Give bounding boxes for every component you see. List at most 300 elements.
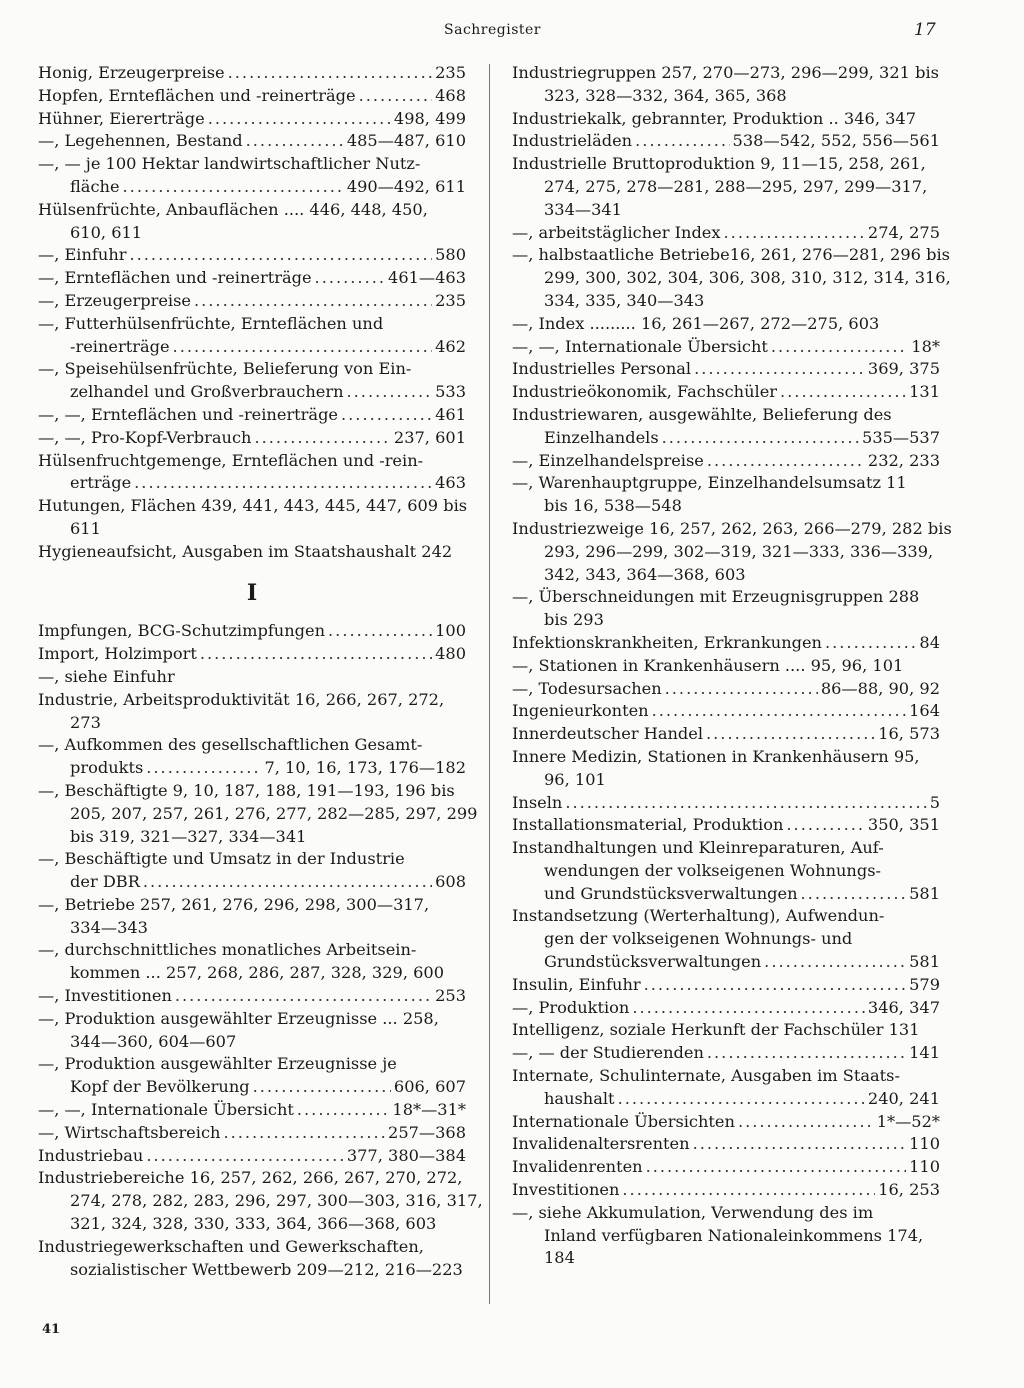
entry-text: —, Futterhülsenfrüchte, Ernteflächen und [38, 313, 384, 333]
entry-text: 334, 335, 340—343 [544, 290, 705, 310]
entry-text: Invalidenrenten [512, 1157, 643, 1177]
entry-text: —, — je 100 Hektar landwirtschaftlicher Nutz- [38, 154, 421, 174]
entry-text: 321, 324, 328, 330, 333, 364, 366—368, 603 [70, 1214, 437, 1234]
dot-leader [315, 267, 385, 290]
page-reference: 369, 375 [867, 359, 940, 379]
index-entry [38, 450, 466, 496]
index-entry [512, 404, 940, 450]
entry-line [512, 1179, 940, 1202]
entry-line [38, 939, 466, 962]
entry-line [38, 267, 466, 290]
index-entry [512, 1202, 940, 1270]
entry-text: Internationale Übersichten [512, 1111, 735, 1131]
entry-continuation-line [38, 757, 466, 780]
entry-text: —, Beschäftigte 9, 10, 187, 188, 191—193, 196 bis [38, 780, 455, 800]
entry-text: Hühner, Eiererträge [38, 108, 205, 128]
dot-leader [693, 1133, 907, 1156]
entry-line [38, 848, 466, 871]
index-entry [38, 1236, 466, 1282]
entry-text: —, Wirtschaftsbereich [38, 1122, 221, 1142]
entry-line [38, 290, 466, 313]
entry-line [512, 1042, 940, 1065]
entry-text: —, —, Internationale Übersicht [38, 1100, 294, 1120]
entry-line [38, 734, 466, 757]
entry-text: —, Ernteflächen und -reinerträge [38, 268, 312, 288]
entry-text: Inseln [512, 792, 563, 812]
entry-line [512, 1133, 940, 1156]
entry-text: Ingenieurkonten [512, 701, 649, 721]
dot-leader [764, 951, 906, 974]
entry-text: Instandsetzung (Werterhaltung), Aufwendun- [512, 906, 885, 926]
index-entry [512, 655, 940, 678]
entry-line [38, 780, 466, 803]
entry-line [38, 62, 466, 85]
entry-line [38, 130, 466, 153]
dot-leader [134, 472, 432, 495]
dot-leader [652, 700, 906, 723]
index-entry [512, 108, 940, 131]
entry-line [512, 700, 940, 723]
index-entry [38, 1122, 466, 1145]
index-entry [512, 974, 940, 997]
index-entry [512, 723, 940, 746]
entry-line [512, 1111, 940, 1134]
entry-continuation-line [38, 472, 466, 495]
entry-line [512, 404, 940, 427]
entry-continuation-line [38, 518, 466, 541]
dot-leader [635, 130, 729, 153]
page-reference: 485—487, 610 [346, 131, 466, 151]
entry-continuation-line [38, 1190, 483, 1213]
entry-text: —, siehe Einfuhr [38, 666, 175, 686]
entry-line [38, 358, 466, 381]
index-entry [38, 130, 466, 153]
entry-text: 184 [544, 1248, 575, 1268]
dot-leader [175, 985, 432, 1008]
entry-line [512, 905, 940, 928]
index-entry [38, 153, 466, 199]
index-entry [38, 495, 466, 541]
page-reference: 468 [435, 85, 466, 105]
dot-leader [200, 643, 432, 666]
index-entry [512, 336, 940, 359]
dot-leader [328, 620, 432, 643]
entry-line [512, 313, 940, 336]
index-entry [512, 1156, 940, 1179]
page-reference: 538—542, 552, 556—561 [732, 131, 940, 151]
dot-leader [146, 1145, 343, 1168]
entry-continuation-line [512, 176, 940, 199]
entry-continuation-line [38, 222, 466, 245]
dot-leader [297, 1099, 390, 1122]
page-reference: 498, 499 [393, 108, 466, 128]
page-reference: 253 [435, 986, 466, 1006]
entry-text: Industrieökonomik, Fachschüler [512, 382, 778, 402]
page-reference: 608 [435, 872, 466, 892]
entry-text: —, Produktion [512, 997, 630, 1017]
dot-leader [707, 450, 865, 473]
entry-continuation-line [512, 267, 951, 290]
entry-text: —, halbstaatliche Betriebe16, 261, 276—281, 296 bis [512, 245, 950, 265]
entry-line [512, 1156, 940, 1179]
entry-line [512, 358, 940, 381]
dot-leader [618, 1088, 865, 1111]
entry-line [38, 495, 466, 518]
entry-text: -reinerträge [70, 336, 170, 356]
entry-text: Investitionen [512, 1180, 620, 1200]
page-reference: 606, 607 [393, 1077, 466, 1097]
index-entry [512, 632, 940, 655]
entry-text: bis 319, 321—327, 334—341 [70, 826, 307, 846]
dot-leader [347, 381, 433, 404]
entry-text: —, Produktion ausgewählter Erzeugnisse je [38, 1054, 397, 1074]
dot-leader [646, 1156, 907, 1179]
dot-leader [738, 1111, 874, 1134]
entry-text: Impfungen, BCG-Schutzimpfungen [38, 621, 326, 641]
entry-text: 274, 275, 278—281, 288—295, 297, 299—317, [544, 176, 928, 196]
entry-continuation-line [38, 176, 466, 199]
entry-text: Industriewaren, ausgewählte, Belieferung des [512, 404, 892, 424]
entry-line [512, 837, 940, 860]
entry-continuation-line [512, 495, 940, 518]
entry-line [38, 620, 466, 643]
index-entry [38, 734, 466, 780]
index-entry [38, 313, 466, 359]
entry-line [38, 244, 466, 267]
entry-text: 323, 328—332, 364, 365, 368 [544, 85, 787, 105]
entry-text: Innerdeutscher Handel [512, 724, 704, 744]
entry-continuation-line [512, 769, 940, 792]
index-entry [512, 746, 940, 792]
index-entry [512, 222, 940, 245]
page-reference: 480 [435, 644, 466, 664]
entry-line [512, 518, 952, 541]
entry-continuation-line [38, 1076, 466, 1099]
index-block-i [38, 620, 483, 1281]
entry-line [38, 541, 466, 564]
entry-text: Internate, Schulinternate, Ausgaben im Staats- [512, 1066, 900, 1086]
entry-line [38, 666, 466, 689]
left-column [38, 62, 483, 1281]
page-reference: 18*—31* [392, 1100, 466, 1120]
index-entry [38, 85, 466, 108]
page-reference: 535—537 [862, 427, 940, 447]
entry-text: —, durchschnittliches monatliches Arbeitsein- [38, 940, 417, 960]
entry-continuation-line [512, 85, 940, 108]
entry-continuation-line [512, 199, 940, 222]
entry-text: —, Betriebe 257, 261, 276, 296, 298, 300—317, [38, 894, 430, 914]
index-entry [512, 1111, 940, 1134]
entry-continuation-line [512, 609, 940, 632]
entry-line [38, 450, 466, 473]
index-entry [512, 997, 940, 1020]
page-reference: 84 [919, 632, 940, 652]
entry-continuation-line [512, 290, 940, 313]
entry-text: —, Legehennen, Bestand [38, 131, 243, 151]
index-entry [512, 1065, 940, 1111]
entry-text: Industrieläden [512, 131, 633, 151]
entry-text: Industriegruppen 257, 270—273, 296—299, 321 bis [512, 63, 939, 82]
dot-leader [780, 381, 906, 404]
entry-text: der DBR [70, 872, 140, 892]
page-reference: 490—492, 611 [346, 176, 466, 196]
entry-line [512, 108, 940, 131]
entry-continuation-line [38, 871, 466, 894]
entry-text: —, —, Pro-Kopf-Verbrauch [38, 427, 252, 447]
page-reference: 164 [909, 701, 940, 721]
entry-text: 610, 611 [70, 222, 143, 242]
entry-continuation-line [38, 1259, 466, 1282]
page-reference: 5 [929, 792, 940, 812]
page-reference: 533 [435, 382, 466, 402]
right-column [512, 62, 952, 1270]
dot-leader [771, 336, 908, 359]
index-entry [38, 1008, 466, 1054]
page-reference: 235 [435, 290, 466, 310]
entry-line [512, 1065, 940, 1088]
index-entry [38, 643, 466, 666]
entry-continuation-line [512, 541, 940, 564]
index-entry [512, 1042, 940, 1065]
page-number: 17 [914, 20, 936, 40]
entry-text: —, Produktion ausgewählter Erzeugnisse ... 258, [38, 1008, 439, 1028]
index-entry [38, 939, 466, 985]
entry-continuation-line [38, 1031, 466, 1054]
index-entry [38, 427, 466, 450]
entry-text: 611 [70, 518, 101, 538]
dot-leader [622, 1179, 875, 1202]
dot-leader [246, 130, 344, 153]
dot-leader [786, 814, 865, 837]
index-entry [38, 1053, 466, 1099]
page-reference: 377, 380—384 [346, 1145, 466, 1165]
index-entry [512, 1133, 940, 1156]
dot-leader [129, 244, 432, 267]
entry-line [512, 381, 940, 404]
index-entry [38, 1167, 483, 1235]
running-head [0, 22, 1024, 42]
index-entry [38, 894, 466, 940]
entry-text: Hülsenfruchtgemenge, Ernteflächen und -rein- [38, 450, 424, 470]
entry-line [512, 1019, 940, 1042]
entry-continuation-line [512, 860, 940, 883]
entry-text: zelhandel und Großverbrauchern [70, 382, 344, 402]
entry-text: Inland verfügbaren Nationaleinkommens 174, [544, 1225, 924, 1245]
index-entry [38, 541, 466, 564]
entry-line [38, 85, 466, 108]
entry-line [512, 632, 940, 655]
entry-text: —, Einzelhandelspreise [512, 450, 704, 470]
page-reference: 131 [909, 382, 940, 402]
dot-leader [724, 222, 865, 245]
index-entry [512, 358, 940, 381]
entry-line [38, 427, 466, 450]
entry-text: Hygieneaufsicht, Ausgaben im Staatshaushalt 242 [38, 541, 453, 561]
entry-text: 274, 278, 282, 283, 296, 297, 300—303, 316, 317, [70, 1191, 483, 1211]
entry-text: —, Stationen in Krankenhäusern .... 95, 96, 101 [512, 655, 904, 675]
page-reference: 461 [435, 404, 466, 424]
page-reference: 110 [909, 1134, 940, 1154]
running-title: Sachregister [444, 22, 541, 38]
entry-text: —, Erzeugerpreise [38, 290, 191, 310]
entry-text: bis 293 [544, 610, 604, 630]
entry-line [38, 1236, 466, 1259]
entry-text: Infektionskrankheiten, Erkrankungen [512, 632, 822, 652]
index-entry [512, 381, 940, 404]
dot-leader [706, 723, 875, 746]
index-entry [38, 290, 466, 313]
entry-text: 334—341 [544, 199, 622, 219]
index-entry [512, 450, 940, 473]
dot-leader [173, 336, 433, 359]
index-entry [512, 518, 952, 586]
index-entry [512, 62, 940, 108]
entry-line [38, 1008, 466, 1031]
index-entry [38, 62, 466, 85]
entry-line [38, 153, 466, 176]
page-reference: 100 [435, 621, 466, 641]
entry-line [512, 222, 940, 245]
entry-line [512, 244, 950, 267]
entry-line [512, 130, 940, 153]
page-reference: 16, 573 [878, 724, 940, 744]
page-reference: 235 [435, 63, 466, 82]
entry-continuation-line [512, 1225, 940, 1248]
page-reference: 581 [909, 952, 940, 972]
page-reference: 581 [909, 883, 940, 903]
entry-text: —, —, Ernteflächen und -reinerträge [38, 404, 339, 424]
entry-continuation-line [512, 1247, 940, 1270]
index-entry [512, 130, 940, 153]
page-reference: 580 [435, 245, 466, 265]
entry-continuation-line [38, 336, 466, 359]
page-reference: 110 [909, 1157, 940, 1177]
dot-leader [801, 883, 907, 906]
dot-leader [253, 1076, 391, 1099]
index-entry [512, 586, 940, 632]
entry-line [38, 108, 466, 131]
entry-continuation-line [512, 928, 940, 951]
index-entry [512, 313, 940, 336]
entry-text: —, Index ......... 16, 261—267, 272—275, 603 [512, 313, 880, 333]
index-entry [38, 404, 466, 427]
index-entry [512, 678, 940, 701]
entry-line [512, 336, 940, 359]
entry-line [38, 689, 466, 712]
entry-text: Industriebereiche 16, 257, 262, 266, 267, 270, 272, [38, 1168, 463, 1188]
entry-continuation-line [512, 427, 940, 450]
entry-text: Industrie, Arbeitsproduktivität 16, 266, 267, 272, [38, 689, 445, 709]
entry-text: —, Warenhauptgruppe, Einzelhandelsumsatz 11 [512, 473, 907, 493]
index-entry [38, 985, 466, 1008]
entry-text: 342, 343, 364—368, 603 [544, 564, 746, 584]
entry-line [512, 1202, 940, 1225]
index-entry [38, 199, 466, 245]
page-reference: 16, 253 [878, 1180, 940, 1200]
index-entry [512, 472, 940, 518]
entry-text: —, Beschäftigte und Umsatz in der Industrie [38, 849, 405, 869]
entry-text: gen der volkseigenen Wohnungs- und [544, 929, 853, 949]
print-signature: 41 [42, 1322, 61, 1337]
entry-continuation-line [38, 826, 466, 849]
page-reference: 237, 601 [393, 427, 466, 447]
index-entry [38, 358, 466, 404]
entry-line [512, 153, 940, 176]
entry-text: Insulin, Einfuhr [512, 974, 641, 994]
entry-text: Industriekalk, gebrannter, Produktion .. 346, 347 [512, 108, 917, 128]
index-entry [38, 666, 466, 689]
entry-line [38, 1053, 466, 1076]
dot-leader [143, 871, 432, 894]
entry-text: —, Einfuhr [38, 245, 127, 265]
dot-leader [146, 757, 261, 780]
entry-text: Grundstücksverwaltungen [544, 952, 762, 972]
entry-text: Industriebau [38, 1145, 144, 1165]
index-entry [512, 905, 940, 973]
entry-line [512, 792, 940, 815]
entry-text: haushalt [544, 1088, 615, 1108]
entry-text: Einzelhandels [544, 427, 659, 447]
entry-line [512, 62, 940, 85]
index-entry [512, 814, 940, 837]
index-entry [512, 244, 951, 312]
entry-line [38, 1167, 466, 1190]
entry-text: Import, Holzimport [38, 644, 197, 664]
entry-line [38, 1099, 466, 1122]
index-entry [512, 1179, 940, 1202]
dot-leader [341, 404, 432, 427]
entry-line [38, 894, 466, 917]
entry-text: Instandhaltungen und Kleinreparaturen, Auf- [512, 838, 884, 858]
entry-text: Hülsenfrüchte, Anbauflächen .... 446, 448, 450, [38, 199, 428, 219]
entry-line [38, 643, 466, 666]
index-entry [38, 1099, 466, 1122]
entry-text: fläche [70, 176, 120, 196]
dot-leader [662, 427, 859, 450]
entry-text: kommen ... 257, 268, 286, 287, 328, 329, 600 [70, 963, 445, 983]
entry-text: —, Aufkommen des gesellschaftlichen Gesamt- [38, 735, 423, 755]
entry-text: bis 16, 538—548 [544, 496, 682, 516]
dot-leader [644, 974, 906, 997]
entry-continuation-line [38, 803, 478, 826]
index-block-i-continued [512, 62, 952, 1270]
index-entry [512, 792, 940, 815]
entry-text: —, — der Studierenden [512, 1043, 704, 1063]
entry-text: Invalidenaltersrenten [512, 1134, 690, 1154]
entry-continuation-line [38, 1213, 466, 1236]
entry-continuation-line [512, 951, 940, 974]
entry-text: Hutungen, Flächen 439, 441, 443, 445, 447, 609 bis [38, 496, 468, 516]
dot-leader [565, 792, 926, 815]
page-reference: 7, 10, 16, 173, 176—182 [264, 758, 466, 778]
column-divider [489, 64, 490, 1304]
dot-leader [208, 108, 391, 131]
entry-text: 96, 101 [544, 769, 606, 789]
entry-continuation-line [38, 962, 466, 985]
entry-line [512, 997, 940, 1020]
entry-line [512, 723, 940, 746]
entry-continuation-line [512, 564, 940, 587]
entry-line [38, 313, 466, 336]
index-entry [512, 153, 940, 221]
dot-leader [632, 997, 865, 1020]
entry-text: und Grundstücksverwaltungen [544, 883, 798, 903]
page-reference: 350, 351 [867, 815, 940, 835]
entry-line [512, 678, 940, 701]
entry-text: 293, 296—299, 302—319, 321—333, 336—339, [544, 541, 934, 561]
entry-line [38, 199, 466, 222]
dot-leader [123, 176, 344, 199]
